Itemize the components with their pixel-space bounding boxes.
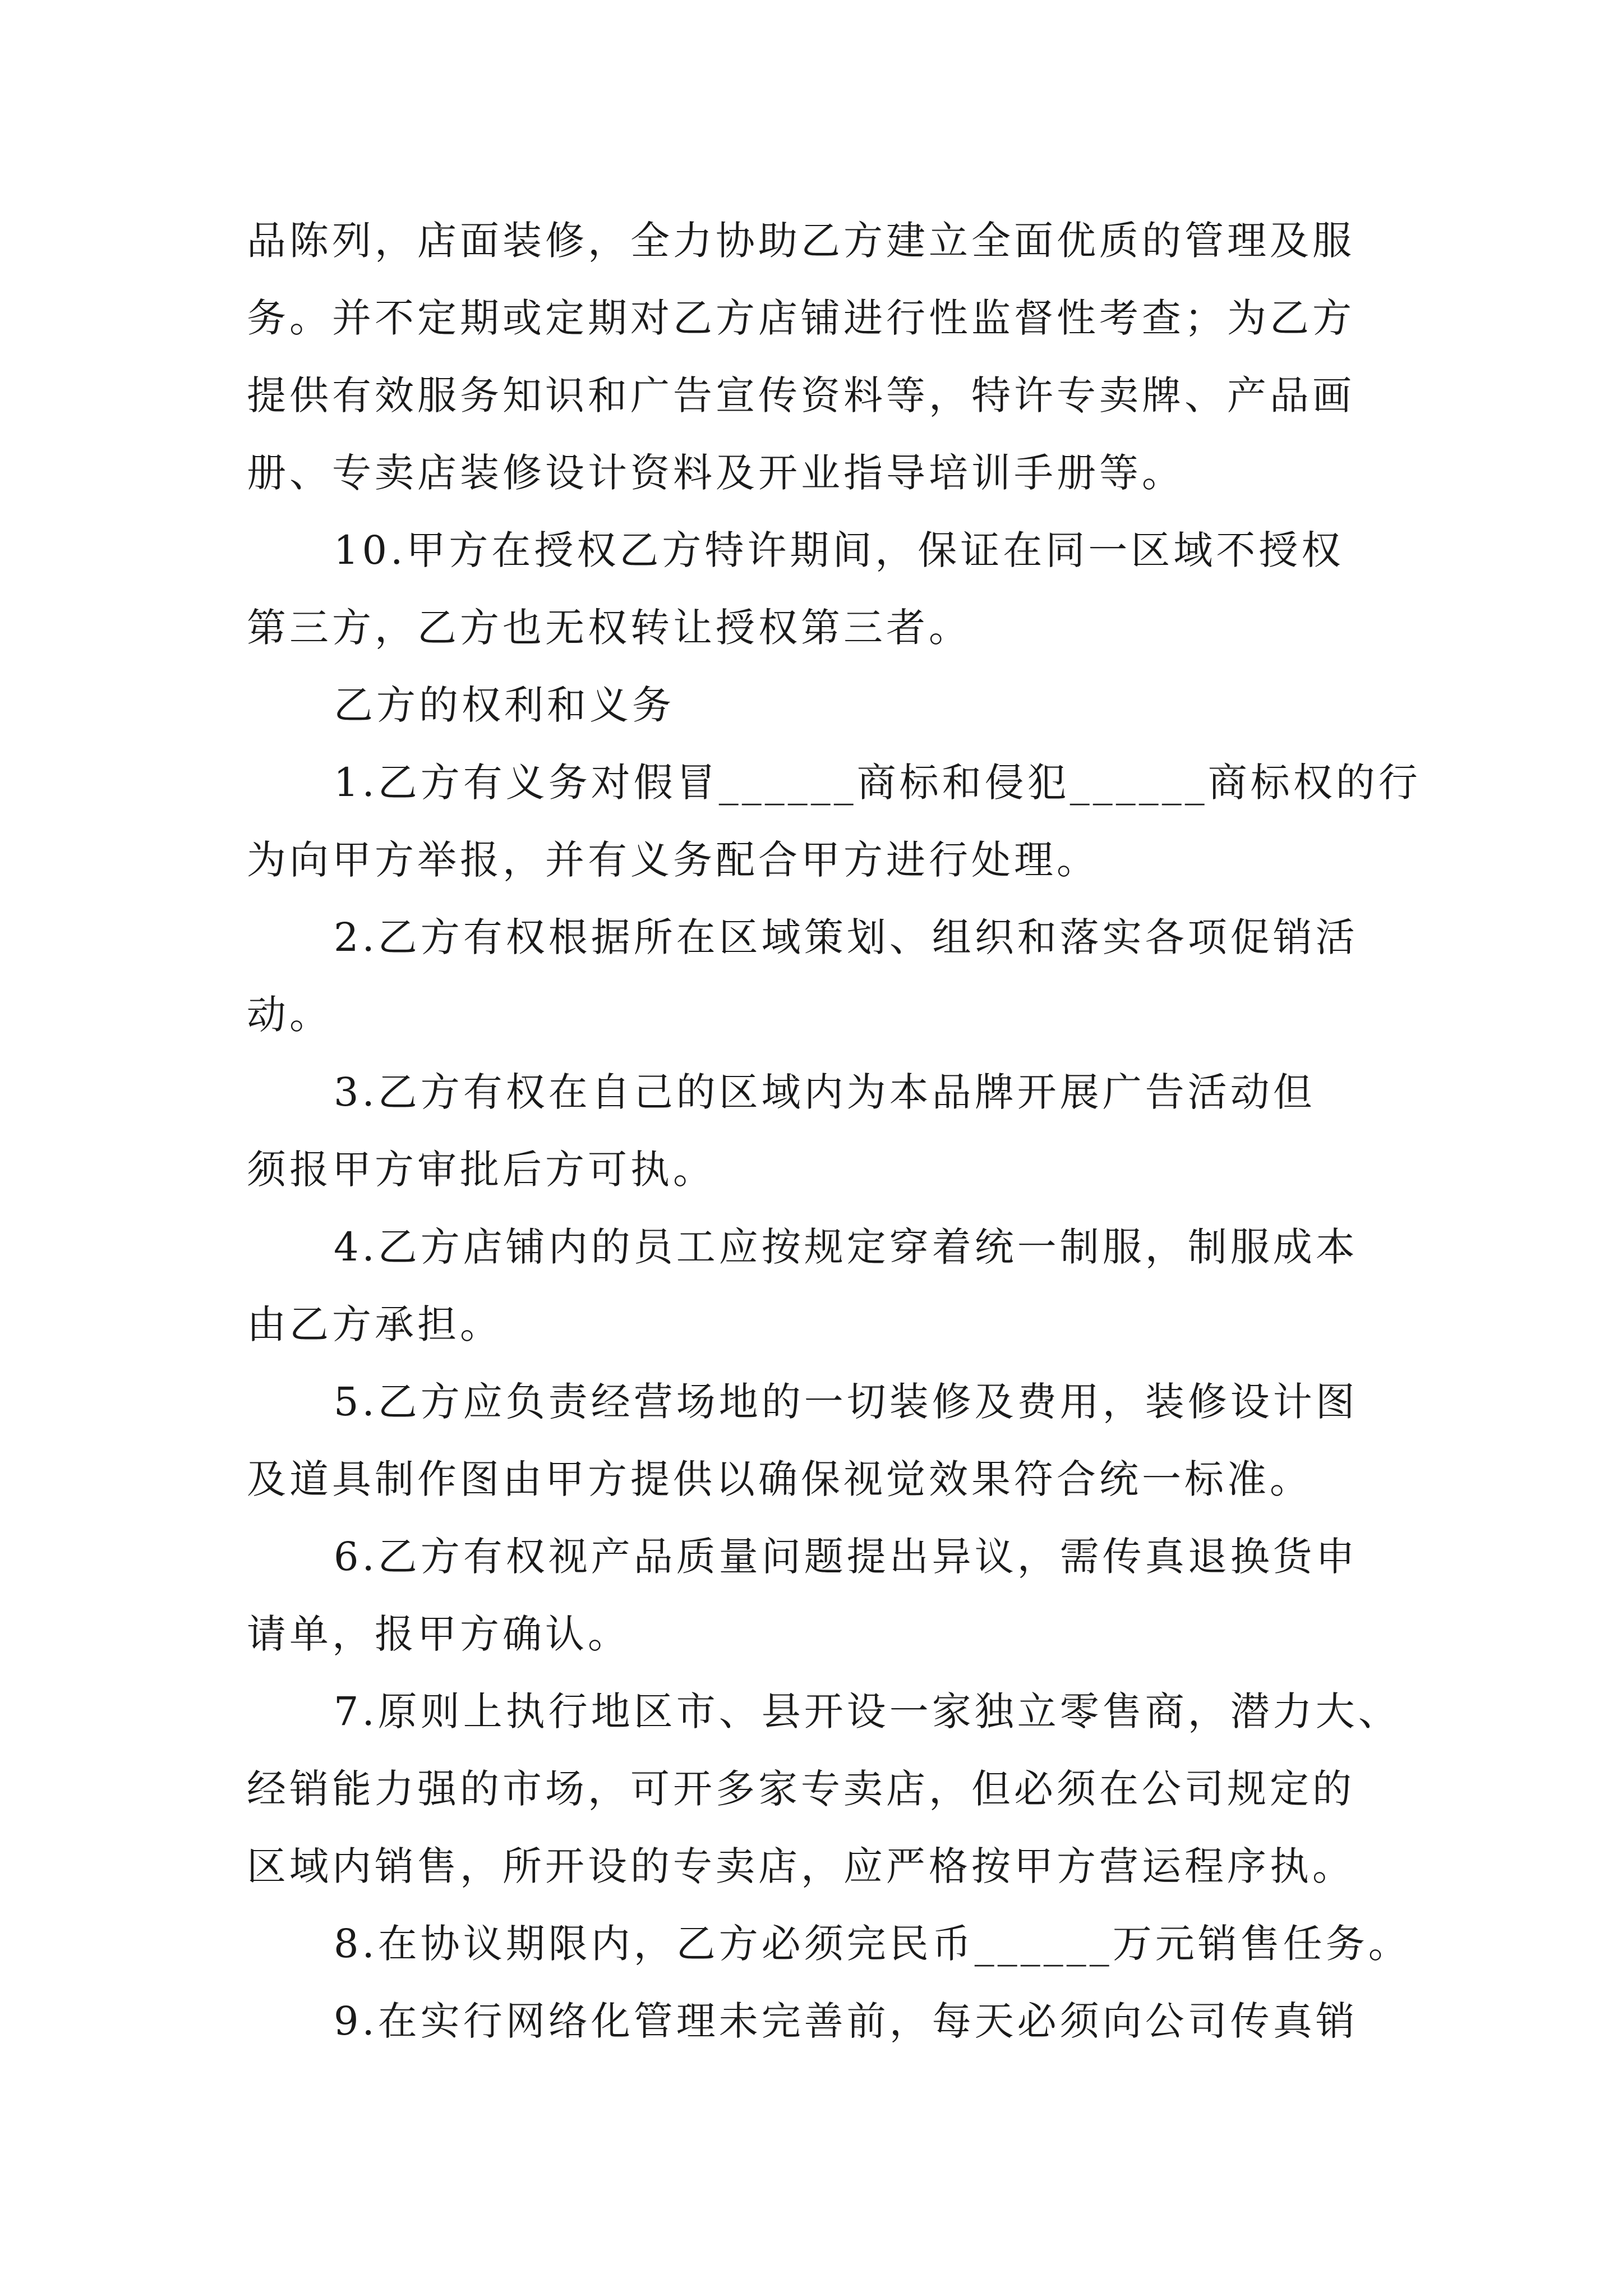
text-line: 动。 [247, 992, 332, 1038]
text-line: 及道具制作图由甲方提供以确保视觉效果符合统一标准。 [247, 1456, 1312, 1502]
clause-8: 8.在协议期限内，乙方必须完民币______万元销售任务。 [334, 1921, 1411, 1967]
text-line: 册、专卖店装修设计资料及开业指导培训手册等。 [247, 450, 1184, 496]
text-line: 提供有效服务知识和广告宣传资料等，特许专卖牌、产品画 [247, 372, 1355, 418]
text-line: 为向甲方举报，并有义务配合甲方进行处理。 [247, 837, 1099, 883]
clause-7: 7.原则上执行地区市、县开设一家独立零售商，潜力大、 [334, 1688, 1401, 1734]
text-line: 由乙方承担。 [247, 1301, 502, 1347]
clause-9: 9.在实行网络化管理未完善前，每天必须向公司传真销 [334, 1998, 1358, 2044]
section-heading: 乙方的权利和义务 [334, 682, 675, 728]
clause-1: 1.乙方有义务对假冒______商标和侵犯______商标权的行 [334, 760, 1421, 806]
clause-5: 5.乙方应负责经营场地的一切装修及费用，装修设计图 [334, 1379, 1358, 1425]
text-line: 经销能力强的市场，可开多家专卖店，但必须在公司规定的 [247, 1766, 1355, 1812]
text-line: 品陈列，店面装修，全力协助乙方建立全面优质的管理及服 [247, 218, 1355, 264]
text-line: 区域内销售，所开设的专卖店，应严格按甲方营运程序执。 [247, 1843, 1355, 1889]
text-line: 务。并不定期或定期对乙方店铺进行性监督性考查；为乙方 [247, 295, 1355, 341]
body-text [247, 202, 1421, 2060]
clause-3: 3.乙方有权在自己的区域内为本品牌开展广告活动但 [334, 1069, 1316, 1115]
text-line: 须报甲方审批后方可执。 [247, 1147, 716, 1193]
clause-6: 6.乙方有权视产品质量问题提出异议，需传真退换货申 [334, 1534, 1358, 1580]
clause-4: 4.乙方店铺内的员工应按规定穿着统一制服，制服成本 [334, 1224, 1358, 1270]
text-line: 第三方，乙方也无权转让授权第三者。 [247, 605, 971, 651]
text-line: 请单，报甲方确认。 [247, 1611, 630, 1657]
clause-2: 2.乙方有权根据所在区域策划、组织和落实各项促销活 [334, 914, 1358, 960]
clause-10: 10.甲方在授权乙方特许期间，保证在同一区域不授权 [334, 527, 1344, 573]
